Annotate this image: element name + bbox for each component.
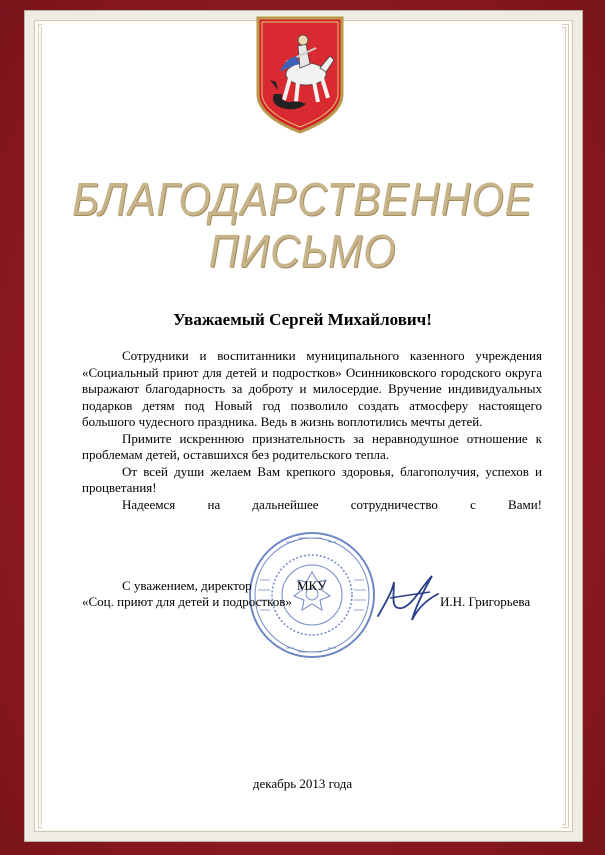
signature-mku: МКУ [297, 578, 327, 593]
moscow-coat-of-arms-icon [256, 16, 344, 134]
signature-line1: С уважением, директор [122, 578, 252, 593]
handwritten-signature-icon [372, 572, 442, 624]
letter-date: декабрь 2013 года [252, 776, 353, 791]
paragraph-2: Примите искреннюю признательность за неравнодушное отношение к проблемам детей, оставшихся без родительского тепла. [82, 430, 542, 462]
signature-line2: «Соц. приют для детей и подростков» [82, 594, 292, 609]
paragraph-1: Сотрудники и воспитанники муниципального казенного учреждения «Социальный приют для детей и подростков» Осинниковского городского округа выражают благодарность за доброту и милосердие. Вручение индивидуальных подарков детям под Новый год позволило создать атмосферу настоящего большого чудесного праздника. Ведь в жизнь воплотились мечты детей. [82, 348, 542, 429]
paragraph-4: Надеемся на дальнейшее сотрудничество с Вами! [122, 496, 542, 512]
letter-body [82, 348, 542, 513]
greeting: Уважаемый Сергей Михайлович! [173, 310, 432, 329]
title-line2: ПИСЬМО [208, 225, 397, 277]
title-line1: БЛАГОДАРСТВЕННОЕ [72, 173, 533, 225]
paragraph-3: От всей души желаем Вам крепкого здоровья, благополучия, успехов и процветания! [82, 463, 542, 495]
signatory-name: И.Н. Григорьева [440, 594, 531, 609]
